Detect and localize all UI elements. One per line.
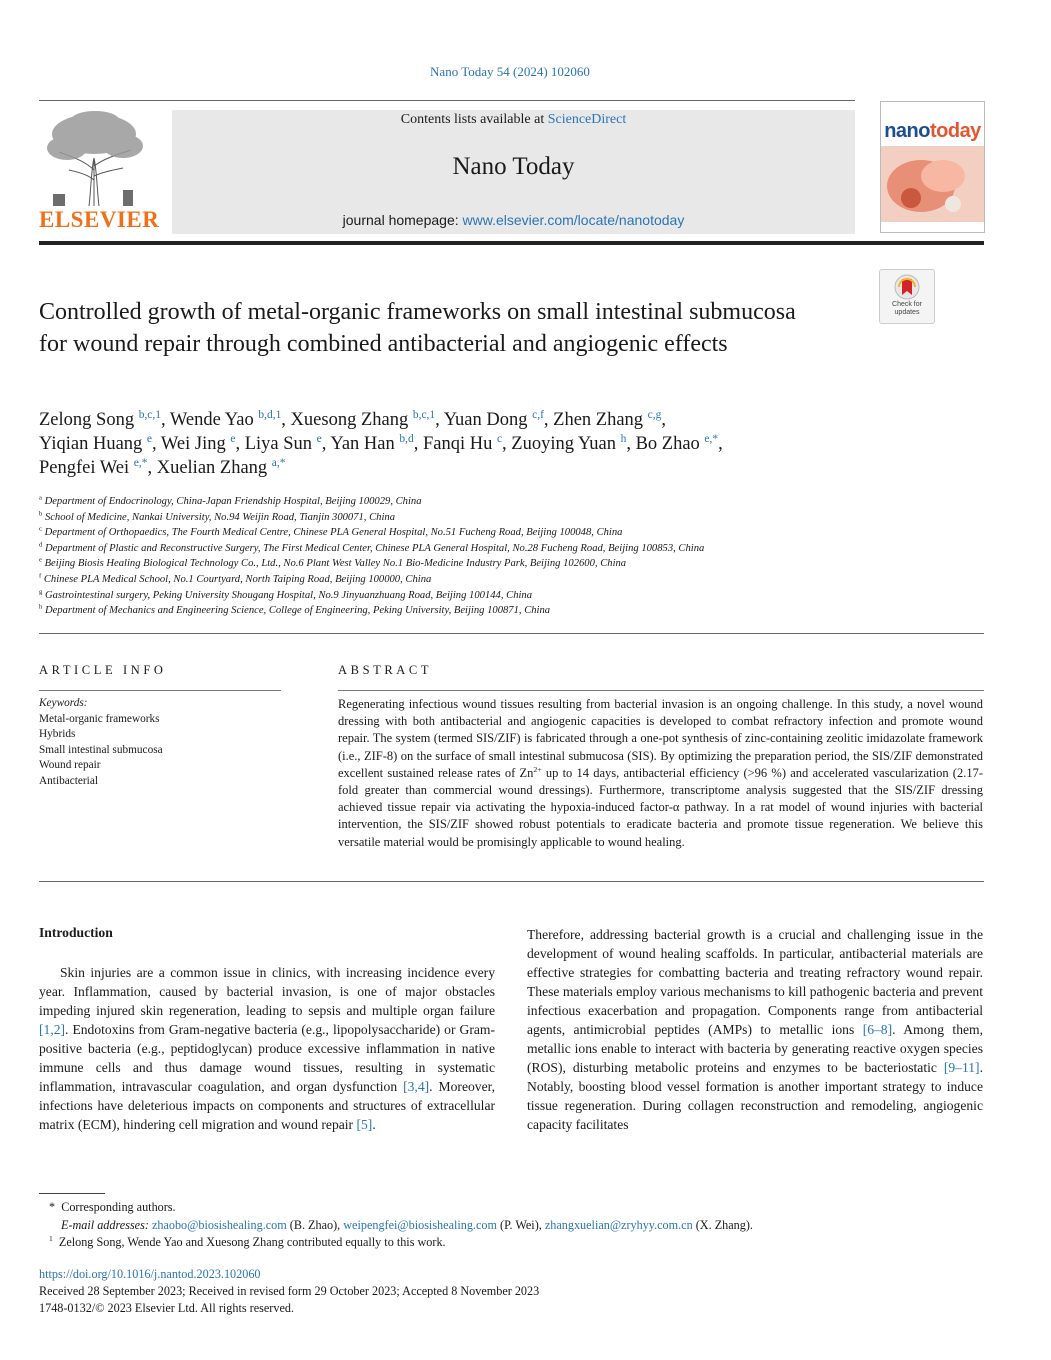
journal-name: Nano Today [452, 153, 575, 180]
homepage-link[interactable]: www.elsevier.com/locate/nanotoday [462, 212, 685, 228]
contents-line: Contents lists available at ScienceDirect [400, 112, 627, 127]
header-thick-rule [39, 241, 984, 245]
section-rule [39, 633, 984, 634]
author[interactable]: Liya Sun $^e$ [244, 432, 322, 454]
keyword: Small intestinal submucosa [39, 743, 163, 756]
keywords-block [39, 696, 279, 790]
author[interactable]: Yan Han $^{b,d}$ [330, 432, 414, 454]
affiliation-item: $^a$ Department of Endocrinology, China-Japan Friendship Hospital, Beijing 100029, China [39, 494, 422, 507]
cover-title: nanotoday [884, 120, 981, 142]
bookmark-icon [894, 274, 920, 300]
received-dates: Received 28 September 2023; Received in revised form 29 October 2023; Accepted 8 November 2023 [39, 1284, 540, 1298]
abstract-rule [338, 690, 984, 691]
keyword: Wound repair [39, 759, 101, 772]
copyright: 1748-0132/© 2023 Elsevier Ltd. All rights reserved. [39, 1301, 294, 1315]
author[interactable]: Pengfei Wei $^{e,*}$ [39, 456, 148, 478]
check-updates-label: Check for updates [892, 301, 922, 316]
keywords-label: Keywords: [39, 697, 88, 709]
abstract-heading: ABSTRACT [338, 663, 433, 677]
author[interactable]: Xuesong Zhang $^{b,c,1}$ [290, 408, 436, 430]
citation-link[interactable]: [1,2] [39, 1022, 66, 1037]
body-column-left: Skin injuries are a common issue in clinics, with increasing incidence every year. Inflammation, caused by bacterial invasion, is one of major obstacles impeding injured skin regeneration, leading to sepsis and multiple organ failure [1,2]. Endotoxins from Gram-negative bacteria (e.g., lipopolysaccharide) or Gram-positive bacteria (e.g., peptidoglycan) produce excessive inflammation in native immune cells and thus damage wound tissues, resulting in systematic inflammation, intravascular coagulation, and organ dysfunction [3,4]. Moreover, infections have deleterious impacts on components and structures of extracellular matrix (ECM), hindering cell migration and wound repair [5]. [39, 965, 495, 1132]
article-footer [39, 1266, 984, 1317]
affiliation-list [39, 494, 989, 619]
affiliation-item: $^f$ Chinese PLA Medical School, No.1 Courtyard, North Taiping Road, Beijing 100000, China [39, 572, 432, 585]
affiliation-item: $^h$ Department of Mechanics and Engineering Science, College of Engineering, Peking University, Beijing 100871, China [39, 603, 551, 617]
affiliation-item: $^g$ Gastrointestinal surgery, Peking University Shougang Hospital, No.9 Jinyuanzhuang Road, Beijing 100144, China [39, 588, 533, 601]
affiliation-item: $^e$ Beijing Biosis Healing Biological Technology Co., Ltd., No.6 Plant West Valley No.1 Bio-Medicine Industry Park, Beijing 102600, China [39, 556, 627, 570]
doi-link[interactable]: https://doi.org/10.1016/j.nantod.2023.102060 [39, 1267, 261, 1281]
author[interactable]: Zelong Song $^{b,c,1}$ [39, 408, 161, 430]
affiliation-item: $^d$ Department of Plastic and Reconstructive Surgery, The First Medical Center, Chinese PLA General Hospital, No.28 Fucheng Road, Beijing 100853, China [39, 541, 705, 554]
cover-art-icon [881, 146, 984, 232]
citation-link[interactable]: [5] [356, 1117, 373, 1132]
info-rule [39, 690, 281, 691]
tree-icon [39, 110, 149, 208]
check-for-updates-badge[interactable] [879, 269, 935, 324]
article-title: Controlled growth of metal-organic frameworks on small intestinal submucosa for wound repair through combined antibacterial and angiogenic effects [39, 299, 796, 357]
author[interactable]: Wei Jing $^e$ [160, 432, 236, 454]
body-column-right: Therefore, addressing bacterial growth is a crucial and challenging issue in the development of wound healing scaffolds. In particular, antibacterial materials are effective strategies for combatting bacteria and treating refractory wound repair. These materials employ various mechanisms to kill pathogenic bacteria and prevent infectious exacerbation and propagation. Components range from antibacterial agents, antimicrobial peptides (AMPs) to metallic ions [6–8]. Among them, metallic ions enable to interact with bacteria by generating reactive oxygen species (ROS), disturbing metabolic proteins and enzymes to be bacteriostatic [9–11]. Notably, boosting blood vessel formation is another important strategy to induce tissue regeneration. During collagen reconstruction and remodeling, angiogenic capacity facilitates [527, 927, 983, 1132]
homepage-line: journal homepage: www.elsevier.com/locate/nanotoday [342, 212, 685, 228]
citation-link[interactable]: [3,4] [403, 1079, 430, 1094]
email-link[interactable]: weipengfei@biosishealing.com [343, 1217, 497, 1232]
author[interactable]: Xuelian Zhang $^{a,*}$ [156, 456, 286, 478]
section-heading: Introduction [39, 925, 113, 940]
affiliation-item: $^c$ Department of Orthopaedics, The Fourth Medical Centre, Chinese PLA General Hospital, No.51 Fucheng Road, Beijing 100048, China [39, 525, 623, 539]
author[interactable]: Yuan Dong $^{c,f}$ [443, 408, 544, 430]
corresponding-note: * Corresponding authors. [49, 1200, 176, 1214]
author[interactable]: Wende Yao $^{b,d,1}$ [169, 408, 282, 430]
citation-link[interactable]: [6–8] [862, 1022, 893, 1037]
keyword: Metal-organic frameworks [39, 712, 160, 725]
keyword: Hybrids [39, 728, 76, 741]
equal-contribution-note: $^1$ Zelong Song, Wende Yao and Xuesong Zhang contributed equally to this work. [49, 1233, 446, 1249]
journal-reference[interactable]: Nano Today 54 (2024) 102060 [430, 64, 590, 79]
author[interactable]: Bo Zhao $^{e,*}$ [635, 432, 719, 454]
author[interactable]: Fanqi Hu $^c$ [422, 432, 503, 454]
author[interactable]: Yiqian Huang $^e$ [39, 432, 152, 454]
citation-link[interactable]: [9–11] [943, 1060, 980, 1075]
author-list: Zelong Song $^{b,c,1}$, Wende Yao $^{b,d,1}$, Xuesong Zhang $^{b,c,1}$, Yuan Dong $^{c,f}$, Zhen Zhang $^{c,g}$, Yiqian Huang $^e$, Wei Jing $^e$, Liya Sun $^e$, Yan Han $^{b,d}$, Fanqi Hu $^c$, Zuoying Yuan $^h$, Bo Zhao $^{e,*}$, Pengfei Wei $^{e,*}$, Xuelian Zhang $^{a,*}$ [39, 408, 723, 478]
affiliation-item: $^b$ School of Medicine, Nankai University, No.94 Weijin Road, Tianjin 300071, China [39, 510, 396, 523]
journal-cover[interactable] [880, 101, 985, 233]
abstract-text: Regenerating infectious wound tissues resulting from bacterial invasion is an ongoing challenge. In this study, a novel wound dressing with both antibacterial and angiogenic capacities is developed to combat refractory infection and promote wound repair. The system (termed SIS/ZIF) is fabricated through a one-pot synthesis of zinc-containing zeolitic imidazolate framework (i.e., ZIF-8) on the surface of small intestinal submucosa (SIS). By optimizing the preparation period, the SIS/ZIF demonstrated excellent sustained release rates of $Zn^{2+}$ up to 14 days, antibacterial efficiency (>96 %) and accelerated vascularization (2.17-fold greater than commercial wound dressings). Furthermore, transcriptome analysis suggested that the SIS/ZIF dressing achieved tissue repair via activating the hypoxia-induced factor-α pathway. In a rat model of wound injuries with bacterial intervention, the SIS/ZIF showed robust potentials to eradicate bacteria and promote tissue regeneration. We believe this versatile material would be promisingly applicable to wound healing. [338, 697, 984, 849]
sciencedirect-link[interactable]: ScienceDirect [547, 112, 627, 127]
elsevier-wordmark: ELSEVIER [39, 207, 160, 232]
author[interactable]: Zhen Zhang $^{c,g}$ [553, 408, 662, 430]
footnotes [39, 1199, 984, 1252]
author[interactable]: Zuoying Yuan $^h$ [511, 432, 627, 454]
email-link[interactable]: zhaobo@biosishealing.com [151, 1217, 287, 1232]
keyword: Antibacterial [39, 774, 98, 787]
article-info-heading: ARTICLE INFO [39, 663, 167, 677]
section-rule [39, 881, 984, 882]
email-note: E-mail addresses: zhaobo@biosishealing.com (B. Zhao), weipengfei@biosishealing.com (P. Wei), zhangxuelian@zryhyy.com.cn (X. Zhang). [61, 1217, 753, 1232]
footnote-rule [39, 1193, 105, 1194]
header-rule [39, 100, 855, 101]
email-link[interactable]: zhangxuelian@zryhyy.com.cn [544, 1217, 693, 1232]
